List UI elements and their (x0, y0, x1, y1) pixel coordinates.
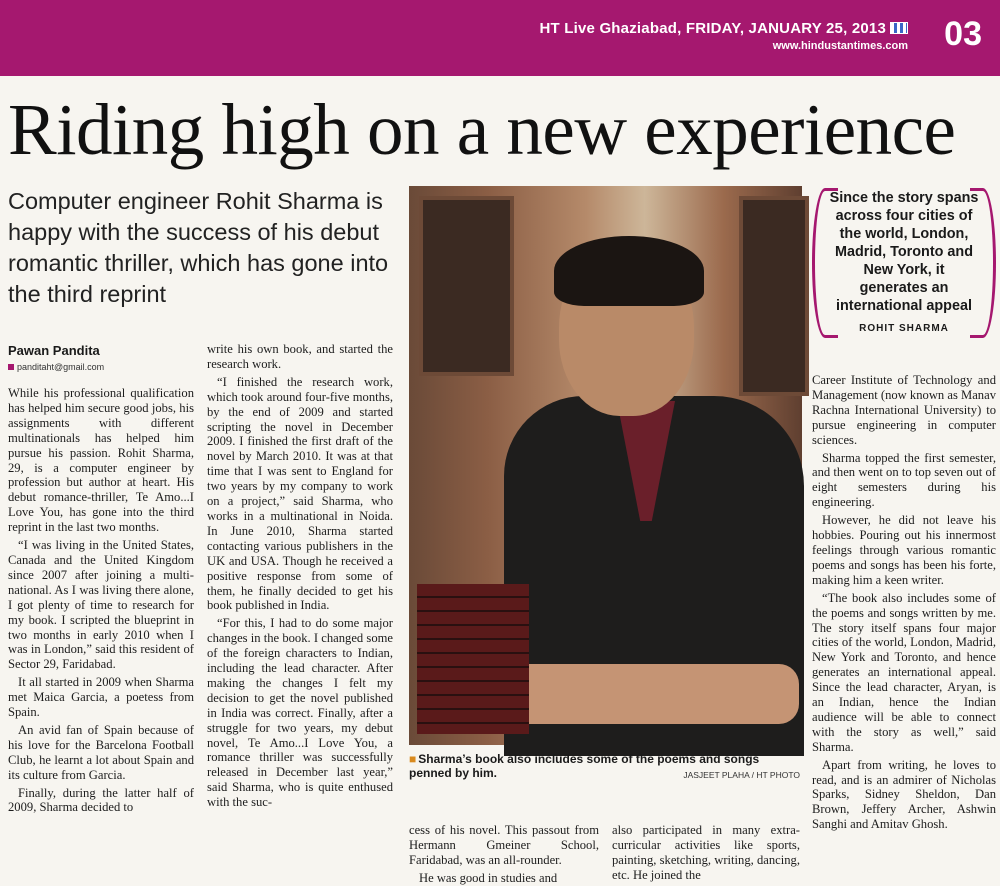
byline: Pawan Pandita (8, 343, 100, 358)
paragraph: “I finished the research work, which took around four-five months, by the end of 2009 and started scripting the novel in December 2009. I finished the first draft of the novel by March 2010. It was at that time that I was sent to England for two years by my company to work on a project,” said Sharma, who works in a multinational in Noida. In June 2010, Sharma started contacting various publishers in the UK and USA. Though he received a positive response from some of them, he finally decided to get his book published in India. (207, 374, 393, 613)
book-stack (417, 584, 529, 734)
paragraph: Career Institute of Technology and Management (now known as Manav Rachna International University) to pursue engineering in computer sciences. (812, 373, 996, 447)
paragraph: “I was living in the United States, Canada and the United Kingdom since 2007 after joining a multi-national. As I was living there alone, I got plenty of time to research for my book. I scripted the blueprint in two months in early 2010 when I was in London,” said this resident of Sector 29, Faridabad. (8, 538, 194, 672)
standfirst: Computer engineer Rohit Sharma is happy with the success of his debut romantic thriller, which has gone into the third reprint (8, 188, 389, 307)
body-column-2 (207, 342, 393, 868)
flag-icon (890, 22, 908, 34)
body-column-1 (8, 386, 194, 868)
paragraph: “For this, I had to do some major changes in the book. I changed some of the foreign characters to Indian, including the lead character. After making the changes I felt my decision to get the novel published in India was correct. Finally, after a struggle for two years, my debut novel, Te Amo...I Love You, a romance thriller was successfully released in December last year,” said Sharma, who is quite enthused with the suc- (207, 616, 393, 810)
bullet-square-icon (8, 364, 14, 370)
pull-quote-text: Since the story spans across four cities of the world, London, Madrid, Toronto and New York, it generates an international appeal (829, 190, 979, 314)
paragraph: While his professional qualification has helped him secure good jobs, his assignments with different multinationals has helped him pursue his passion. Rohit Sharma, 29, is a computer engineer by profession but author at heart. His debut romance-thriller, Te Amo...I Love You, has gone into the third reprint in the last two months. (8, 386, 194, 535)
edition-line: HT Live Ghaziabad, FRIDAY, JANUARY 25, 2013 (539, 20, 886, 37)
background-window (419, 196, 514, 376)
paragraph: However, he did not leave his hobbies. Pouring out his innermost feelings through various romantic poems and songs has been his forte, making him a keen writer. (812, 513, 996, 587)
person-hair (554, 236, 704, 306)
paragraph: Sharma topped the first semester, and then went on to top seven out of eight semesters during his engineering. (812, 450, 996, 510)
paragraph: also participated in many extra-curricular activities like sports, painting, sketching, writing, dancing, etc. He joined the (612, 823, 800, 882)
paragraph: Apart from writing, he loves to read, and is an admirer of Nicholas Sparks, Sidney Sheldon, Dan Brown, Jeffery Archer, Ashwin Sanghi and Amitav Ghosh. (812, 757, 996, 832)
background-window (739, 196, 809, 396)
person-arm (509, 664, 799, 724)
paragraph: He was good in studies and (419, 870, 558, 885)
pull-quote-attribution: ROHIT SHARMA (859, 323, 949, 334)
pull-quote (812, 186, 996, 356)
article-photo (409, 186, 802, 745)
paragraph: “The book also includes some of the poems and songs written by me. The story itself spans four major cities of the world, London, Madrid, New York and Toronto, and hence generates an international appeal. Since the lead character, Aryan, is an Indian, hence the Indian audience will be able to connect with the story as well,” said Sharma. (812, 590, 996, 754)
body-column-5 (812, 373, 996, 871)
paragraph: Finally, during the latter half of 2009, Sharma decided to (8, 785, 194, 815)
byline-email-text: panditaht@gmail.com (17, 362, 105, 372)
byline-email (8, 362, 104, 372)
website-url: www.hindustantimes.com (772, 40, 908, 52)
paragraph: An avid fan of Spain because of his love for the Barcelona Football Club, he learnt a lot about Spain and its culture from Garcia. (8, 722, 194, 782)
photo-caption-text: Sharma’s book also includes some of the poems and songs penned by him. (409, 752, 760, 780)
headline: Riding high on a new experience (8, 89, 956, 170)
masthead-bar (0, 0, 1000, 76)
page-number: 03 (944, 15, 982, 53)
body-column-3 (409, 823, 599, 885)
photo-credit: JASJEET PLAHA / HT PHOTO (683, 770, 800, 780)
paragraph: cess of his novel. This passout from Hermann Gmeiner School, Faridabad, was an all-rounder. (409, 823, 599, 867)
paragraph: It all started in 2009 when Sharma met Maica Garcia, a poetess from Spain. (8, 675, 194, 720)
caption-marker-icon: ■ (409, 752, 417, 766)
body-column-4 (612, 823, 800, 882)
paragraph: write his own book, and started the research work. (207, 342, 393, 371)
